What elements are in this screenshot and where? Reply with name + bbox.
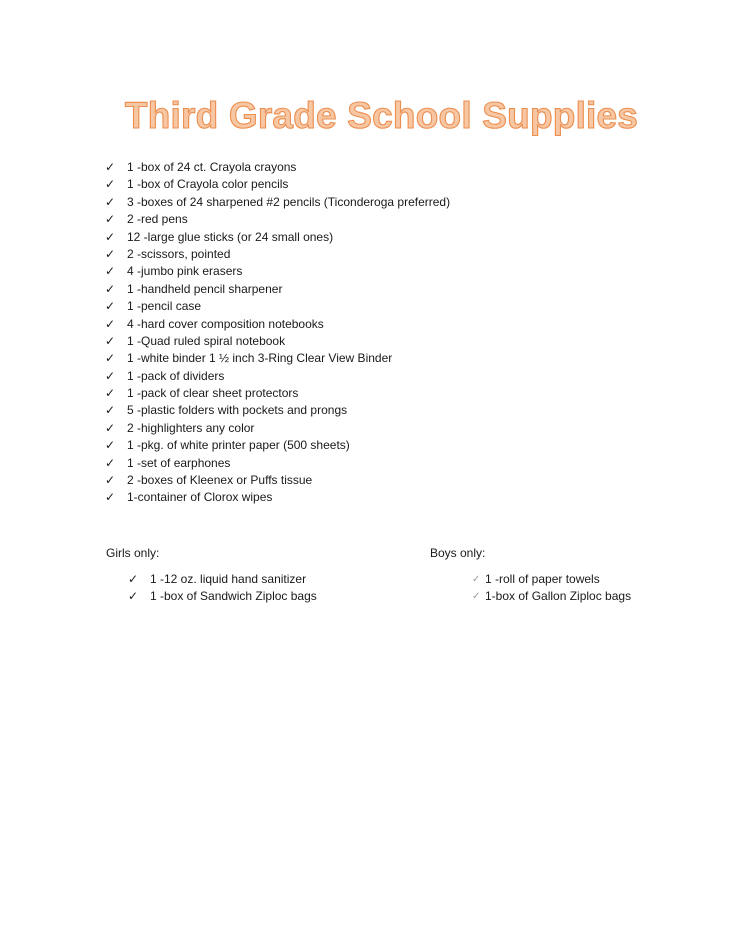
checkmark-icon: ✓	[128, 589, 139, 604]
list-item-text: 1 -box of Sandwich Ziploc bags	[150, 589, 317, 604]
checkmark-icon: ✓	[105, 212, 116, 227]
boys-only-label: Boys only:	[430, 546, 486, 560]
list-item-text: 3 -boxes of 24 sharpened #2 pencils (Ticonderoga preferred)	[127, 194, 451, 209]
list-item-text: 2 -red pens	[127, 212, 188, 227]
checkmark-icon: ✓	[472, 574, 481, 585]
list-item	[105, 368, 450, 385]
girls-only-label: Girls only:	[106, 546, 160, 560]
list-item-text: 1 -pkg. of white printer paper (500 sheets)	[127, 438, 350, 453]
checkmark-icon: ✓	[105, 281, 116, 296]
list-item-text: 5 -plastic folders with pockets and prongs	[127, 403, 348, 418]
list-item	[105, 316, 450, 333]
list-item	[105, 176, 450, 193]
list-item-text: 4 -hard cover composition notebooks	[127, 316, 324, 331]
list-item-text: 1 -set of earphones	[127, 455, 231, 470]
checkmark-icon: ✓	[105, 177, 116, 192]
list-item-text: 2 -highlighters any color	[127, 420, 255, 435]
list-item-text: 2 -scissors, pointed	[127, 246, 231, 261]
checkmark-icon: ✓	[105, 194, 116, 209]
checkmark-icon: ✓	[105, 246, 116, 261]
list-item-text: 1 -12 oz. liquid hand sanitizer	[150, 572, 307, 586]
list-item-text: 1 -box of 24 ct. Crayola crayons	[127, 160, 297, 174]
list-item	[105, 159, 450, 176]
checkmark-icon: ✓	[105, 333, 116, 348]
checkmark-icon: ✓	[472, 591, 481, 603]
list-item	[105, 246, 450, 263]
checkmark-icon: ✓	[105, 455, 116, 470]
checkmark-icon: ✓	[105, 438, 116, 453]
checkmark-icon: ✓	[105, 473, 116, 488]
supply-list	[105, 159, 450, 507]
checkmark-icon: ✓	[105, 403, 116, 418]
list-item	[105, 211, 450, 228]
list-item	[105, 263, 450, 280]
list-item-text: 1 -box of Crayola color pencils	[127, 177, 289, 192]
list-item	[105, 194, 450, 211]
list-item	[105, 298, 450, 315]
list-item-text: 2 -boxes of Kleenex or Puffs tissue	[127, 473, 313, 488]
checkmark-icon: ✓	[105, 420, 116, 435]
list-item	[105, 350, 450, 367]
list-item	[472, 588, 631, 605]
list-item	[105, 385, 450, 402]
list-item-text: 1 -handheld pencil sharpener	[127, 281, 283, 296]
list-item	[105, 437, 450, 454]
list-item-text: 1-container of Clorox wipes	[127, 490, 273, 505]
boys-supply-list	[472, 571, 631, 606]
checkmark-icon: ✓	[105, 386, 116, 401]
list-item	[105, 489, 450, 506]
list-item	[128, 571, 317, 588]
checkmark-icon: ✓	[105, 264, 116, 279]
list-item-text: 1-box of Gallon Ziploc bags	[485, 589, 632, 604]
list-item-text: 1 -roll of paper towels	[485, 572, 600, 586]
page-title: Third Grade School Supplies	[124, 95, 639, 136]
checkmark-icon: ✓	[105, 368, 116, 383]
girls-supply-list	[128, 571, 317, 606]
list-item	[105, 420, 450, 437]
list-item	[105, 229, 450, 246]
list-item-text: 1 -pack of clear sheet protectors	[127, 386, 299, 401]
list-item	[105, 455, 450, 472]
list-item-text: 1 -pack of dividers	[127, 368, 225, 383]
list-item	[105, 281, 450, 298]
checkmark-icon: ✓	[128, 572, 139, 586]
checkmark-icon: ✓	[105, 490, 116, 505]
list-item	[472, 571, 631, 588]
list-item	[105, 402, 450, 419]
list-item	[105, 333, 450, 350]
checkmark-icon: ✓	[105, 316, 116, 331]
checkmark-icon: ✓	[105, 299, 116, 314]
list-item-text: 4 -jumbo pink erasers	[127, 264, 243, 279]
list-item-text: 12 -large glue sticks (or 24 small ones)	[127, 229, 334, 244]
checkmark-icon: ✓	[105, 160, 116, 174]
checkmark-icon: ✓	[105, 229, 116, 244]
list-item	[105, 472, 450, 489]
list-item-text: 1 -white binder 1 ½ inch 3-Ring Clear View Binder	[127, 351, 393, 366]
list-item-text: 1 -Quad ruled spiral notebook	[127, 333, 286, 348]
list-item-text: 1 -pencil case	[127, 299, 202, 314]
checkmark-icon: ✓	[105, 351, 116, 366]
list-item	[128, 588, 317, 605]
